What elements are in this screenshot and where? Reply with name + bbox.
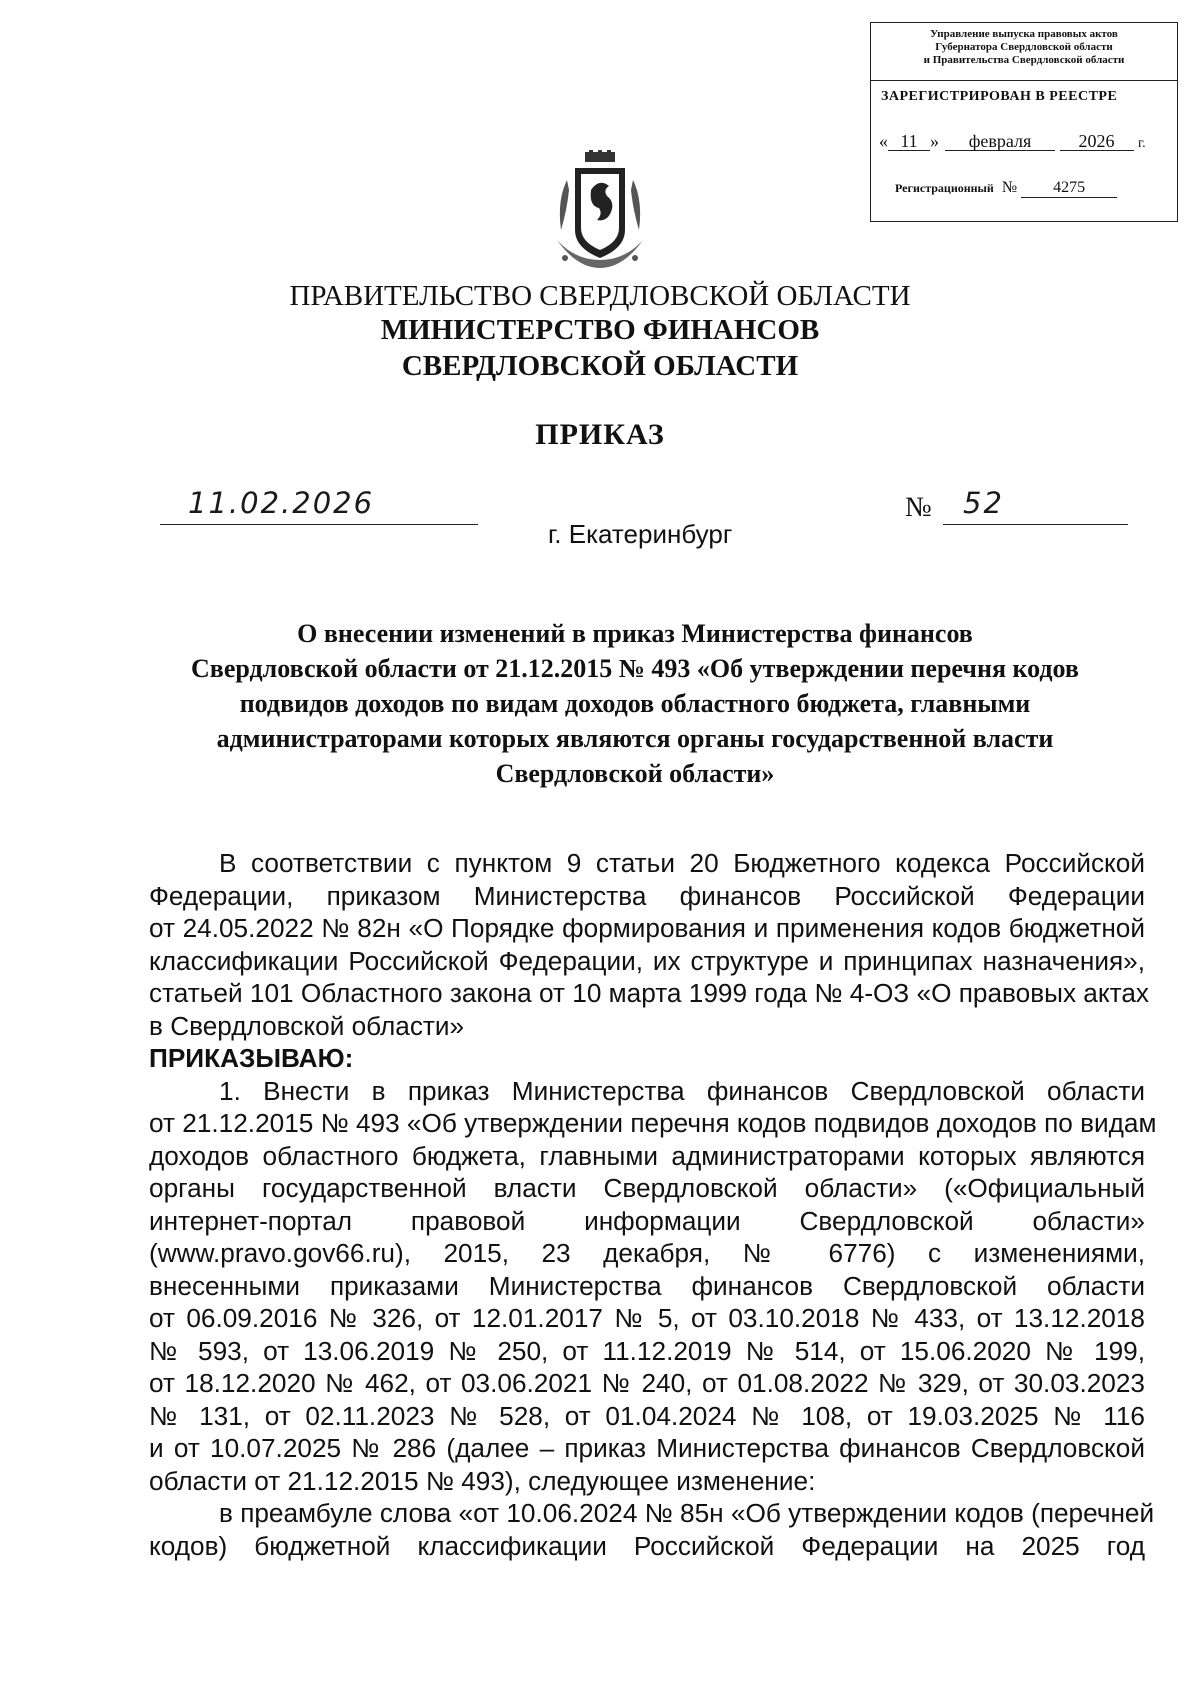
order-word: ПРИКАЗЫВАЮ:: [149, 1043, 354, 1073]
stamp-org-line: и Правительства Свердловской области: [923, 54, 1125, 66]
preamble-line: В соответствии с пунктом 9 статьи 20 Бюджетного кодекса Российской: [219, 848, 1145, 878]
stamp-organization: [871, 23, 1177, 81]
preamble-line: статьей 101 Областного закона от 10 марта 1999 года № 4-ОЗ «О правовых актах: [149, 978, 1149, 1008]
order-date-field: [160, 486, 478, 525]
stamp-date: « 11 » февраля 2026 г.: [879, 131, 1146, 151]
preamble-line: классификации Российской Федерации, их структуре и принципах назначения»,: [149, 945, 1145, 976]
item1-line: 1. Внести в приказ Министерства финансов Свердловской области: [219, 1075, 1145, 1106]
document-title: [140, 616, 1130, 791]
government-title: ПРАВИТЕЛЬСТВО СВЕРДЛОВСКОЙ ОБЛАСТИ: [289, 280, 911, 312]
order-number-field: [943, 486, 1128, 525]
ministry-title-line1: МИНИСТЕРСТВО ФИНАНСОВ: [380, 314, 820, 346]
title-line: подвидов доходов по видам доходов областного бюджета, главными: [239, 689, 1031, 718]
order-number: 52: [963, 486, 1004, 520]
preamble-line: Федерации, приказом Министерства финансов Российской Федерации: [149, 880, 1145, 911]
document-type: ПРИКАЗ: [535, 418, 665, 451]
stamp-year-suffix: 26: [1096, 131, 1115, 151]
item1a-line: в преамбуле слова «от 10.06.2024 № 85н «Об утверждении кодов (перечней: [219, 1498, 1155, 1528]
item1a-line: кодов) бюджетной классификации Российской Федерации на 2025 год: [149, 1530, 1145, 1561]
title-line: Свердловской области»: [495, 759, 775, 788]
stamp-month: февраля: [945, 132, 1055, 151]
item1-line: от 06.09.2016 № 326, от 12.01.2017 № 5, от 03.10.2018 № 433, от 13.12.2018: [149, 1303, 1145, 1333]
item1-line: области от 21.12.2015 № 493), следующее изменение:: [149, 1465, 816, 1496]
item1-line: от 18.12.2020 № 462, от 03.06.2021 № 240, от 01.08.2022 № 329, от 30.03.2023: [149, 1368, 1145, 1398]
stamp-reg-label: Регистрационный: [895, 181, 994, 195]
item1-line: органы государственной власти Свердловской области» («Официальный: [149, 1173, 1145, 1203]
item1-line: от 21.12.2015 № 493 «Об утверждении перечня кодов подвидов доходов по видам: [149, 1108, 1157, 1138]
document-body: [149, 847, 1157, 1562]
stamp-year: [1060, 132, 1134, 151]
preamble-line: от 24.05.2022 № 82н «О Порядке формирования и применения кодов бюджетной: [149, 913, 1145, 943]
stamp-number: Регистрационный № 4275: [895, 179, 1117, 198]
stamp-year-prefix: 20: [1078, 131, 1097, 151]
stamp-reg-number: 4275: [1021, 179, 1117, 198]
city: г. Екатеринбург: [548, 519, 733, 549]
item1-line: (www.pravo.gov66.ru), 2015, 23 декабря, № 6776) с изменениями,: [149, 1238, 1145, 1268]
stamp-day: 11: [888, 132, 930, 151]
preamble-line: в Свердловской области»: [149, 1010, 465, 1041]
item1-line: и от 10.07.2025 № 286 (далее – приказ Министерства финансов Свердловской: [149, 1433, 1145, 1463]
stamp-year-unit: г.: [1138, 136, 1146, 151]
stamp-org-line: Управление выпуска правовых актов: [930, 28, 1118, 40]
title-line: Свердловской области от 21.12.2015 № 493 «Об утверждении перечня кодов: [191, 654, 1079, 683]
stamp-registered-label: ЗАРЕГИСТРИРОВАН В РЕЕСТРЕ: [881, 89, 1118, 104]
item1-line: № 593, от 13.06.2019 № 250, от 11.12.2019 № 514, от 15.06.2020 № 199,: [149, 1335, 1145, 1366]
title-line: администраторами которых являются органы государственной власти: [216, 724, 1054, 753]
item1-line: доходов областного бюджета, главными администраторами которых являются: [149, 1140, 1145, 1171]
order-date: 11.02.2026: [188, 486, 375, 520]
title-line: О внесении изменений в приказ Министерства финансов: [297, 619, 973, 648]
coat-of-arms-emblem: [545, 150, 655, 272]
item1-line: № 131, от 02.11.2023 № 528, от 01.04.2024 № 108, от 19.03.2025 № 116: [149, 1400, 1145, 1431]
item1-line: интернет-портал правовой информации Свердловской области»: [149, 1205, 1145, 1236]
stamp-org-line: Губернатора Свердловской области: [935, 41, 1113, 53]
registration-stamp: [870, 22, 1178, 222]
ministry-title-line2: СВЕРДЛОВСКОЙ ОБЛАСТИ: [401, 350, 799, 382]
number-sign: №: [905, 492, 932, 523]
item1-line: внесенными приказами Министерства финансов Свердловской области: [149, 1270, 1145, 1301]
